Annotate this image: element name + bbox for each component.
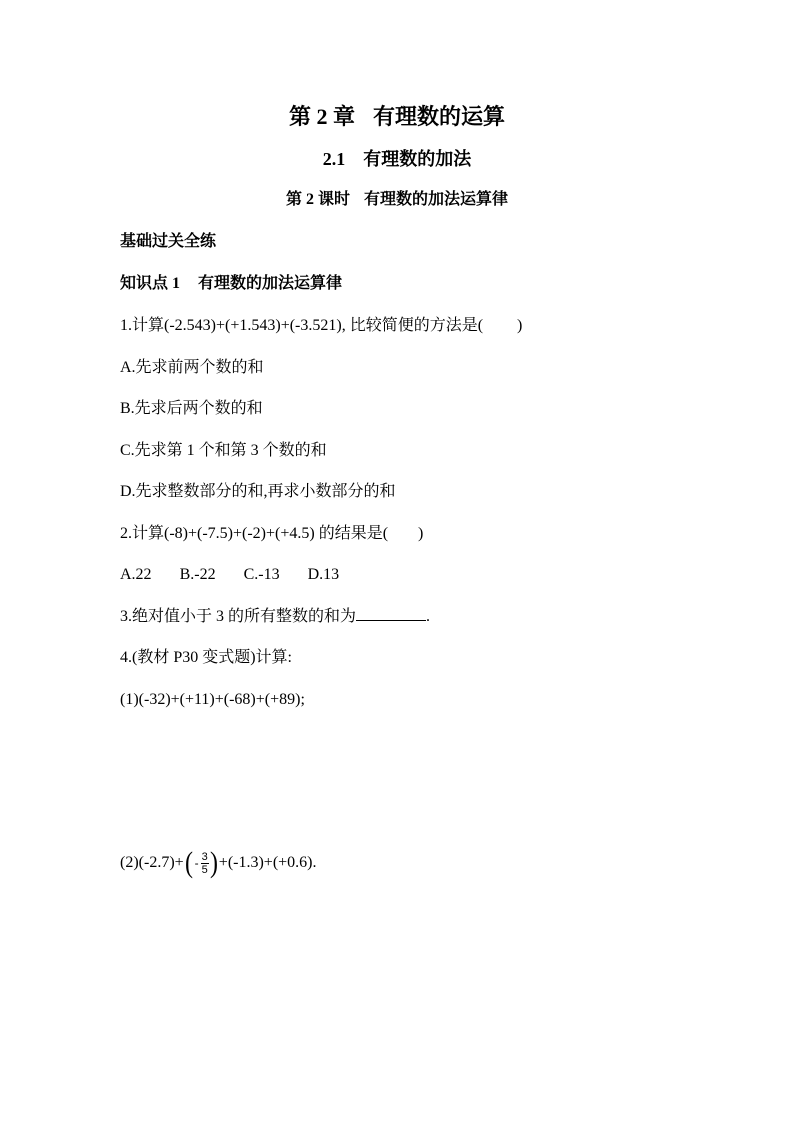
chapter-name: 有理数的运算 xyxy=(373,104,506,129)
negative-fraction xyxy=(184,848,219,878)
question-4-part-1: (1)(-32)+(+11)+(-68)+(+89); xyxy=(120,691,305,708)
question-1-option-b: B.先求后两个数的和 xyxy=(120,400,263,417)
question-2-option-b: B.-22 xyxy=(179,566,216,583)
practice-heading: 基础过关全练 xyxy=(120,233,217,250)
question-3-stem: 3.绝对值小于 3 的所有整数的和为 xyxy=(120,608,357,625)
question-2-close: ) xyxy=(418,525,424,542)
question-4-stem: 4.(教材 P30 变式题)计算: xyxy=(120,649,293,666)
chapter-number: 第 2 章 xyxy=(288,104,355,129)
lesson-name: 有理数的加法运算律 xyxy=(364,191,509,208)
question-2-options xyxy=(120,564,367,586)
section-name: 有理数的加法 xyxy=(363,149,472,169)
question-4-part-2-prefix: (2)(-2.7)+ xyxy=(120,854,184,871)
question-2-option-d: D.13 xyxy=(307,566,340,583)
question-2-stem: 2.计算(-8)+(-7.5)+(-2)+(+4.5) 的结果是( xyxy=(120,525,389,542)
fraction-denominator: 5 xyxy=(201,863,208,876)
question-1-stem: 1.计算(-2.543)+(+1.543)+(-3.521), 比较简便的方法是( xyxy=(120,317,484,334)
right-paren: ) xyxy=(209,846,218,879)
knowledge-point-name: 有理数的加法运算律 xyxy=(198,275,343,292)
fraction xyxy=(201,851,209,876)
question-3 xyxy=(120,606,430,628)
question-4-part-2-suffix: +(-1.3)+(+0.6). xyxy=(218,854,317,871)
lesson-title xyxy=(0,189,794,211)
chapter-title xyxy=(0,103,794,131)
question-1 xyxy=(120,315,522,337)
left-paren: ( xyxy=(184,846,193,879)
question-1-close: ) xyxy=(517,317,523,334)
section-title xyxy=(0,147,794,171)
fraction-minus: - xyxy=(194,856,199,870)
fraction-numerator: 3 xyxy=(201,850,208,863)
knowledge-point-number: 知识点 1 xyxy=(120,275,181,292)
question-3-end: . xyxy=(426,608,431,625)
lesson-number: 第 2 课时 xyxy=(285,191,350,208)
question-2-option-c: C.-13 xyxy=(243,566,280,583)
section-number: 2.1 xyxy=(322,149,346,169)
question-2-option-a: A.22 xyxy=(120,566,152,583)
question-4-part-2 xyxy=(120,846,317,880)
answer-blank[interactable] xyxy=(356,606,426,621)
question-1-option-a: A.先求前两个数的和 xyxy=(120,359,264,376)
question-2 xyxy=(120,523,423,545)
question-1-option-d: D.先求整数部分的和,再求小数部分的和 xyxy=(120,483,396,500)
question-1-option-c: C.先求第 1 个和第 3 个数的和 xyxy=(120,442,327,459)
knowledge-point-heading xyxy=(120,273,342,295)
